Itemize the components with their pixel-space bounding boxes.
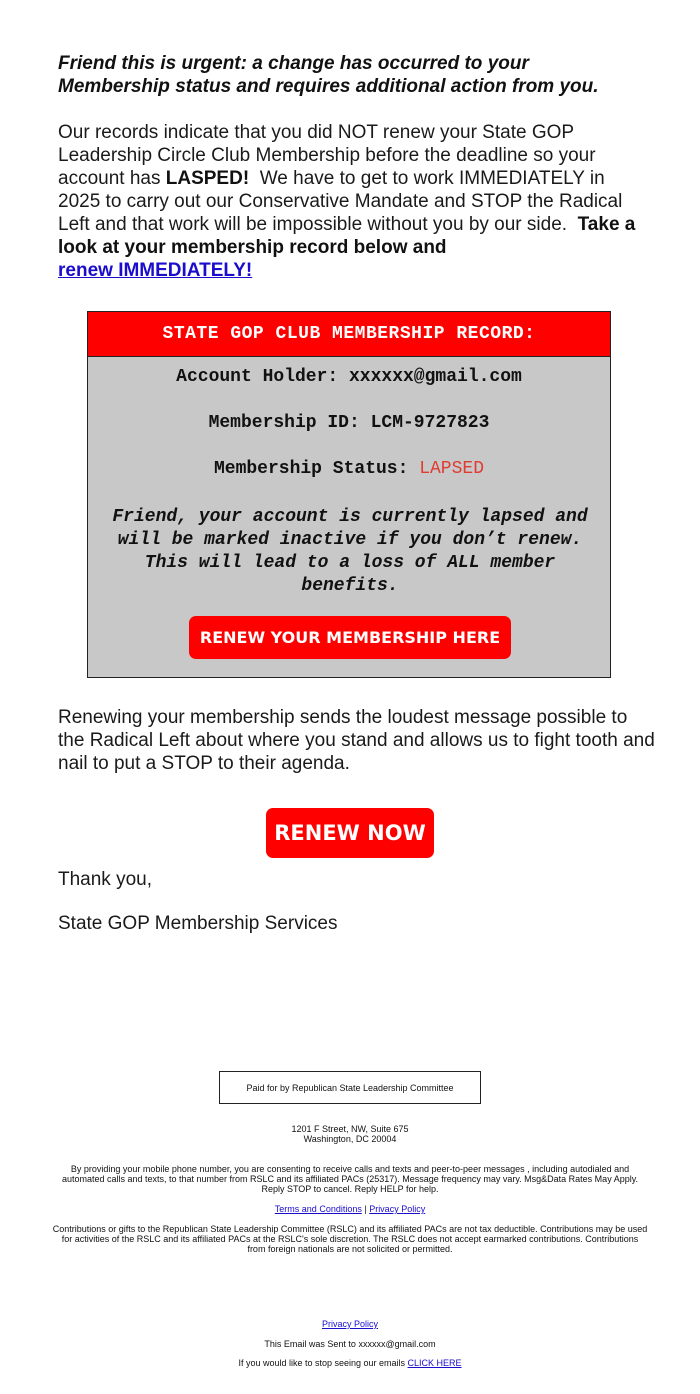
renewing-paragraph: Renewing your membership sends the loudest message possible to the Radical Left about where you stand and allows us to fight tooth and nail to put a STOP to their agenda. xyxy=(58,707,655,774)
membership-record-box xyxy=(87,311,611,678)
status-value: LAPSED xyxy=(419,459,485,479)
paid-for-box: Paid for by Republican State Leadership Committee xyxy=(219,1071,481,1104)
footer-links xyxy=(50,1204,650,1214)
unsubscribe-link[interactable]: CLICK HERE xyxy=(407,1358,462,1368)
urgent-line-2: Membership status and requires additional action from you. xyxy=(58,76,599,97)
lasped-emphasis: LASPED! xyxy=(165,168,250,189)
account-holder: Account Holder: xxxxxx@gmail.com xyxy=(176,367,522,387)
contributions-disclaimer: Contributions or gifts to the Republican State Leadership Committee (RSLC) and its affiliated PACs are not tax deductible. Contributions may be used for activities of the RSLC and its affiliated PACs at the RSLC's sole discretion. The RSLC does not accept earmarked contributions. Contributions from foreign nationals are not solicited or permitted. xyxy=(52,1224,648,1254)
membership-status xyxy=(88,459,610,479)
privacy-policy-row xyxy=(50,1319,650,1329)
membership-id: Membership ID: LCM-9727823 xyxy=(208,413,490,433)
intro-text-1: Our records indicate that you did NOT renew your State GOP Leadership Circle Club Membership before the deadline so your account has xyxy=(58,122,596,189)
record-header: STATE GOP CLUB MEMBERSHIP RECORD: xyxy=(88,312,610,357)
renew-immediately-link[interactable]: renew IMMEDIATELY! xyxy=(58,260,253,281)
urgent-line-1: Friend this is urgent: a change has occurred to your xyxy=(58,53,529,74)
terms-link[interactable]: Terms and Conditions xyxy=(274,1204,362,1214)
address-line-2: Washington, DC 20004 xyxy=(303,1134,397,1144)
thanks-text: Thank you, xyxy=(58,869,152,890)
address xyxy=(50,1124,650,1144)
renew-now-button[interactable]: RENEW NOW xyxy=(266,808,434,858)
sms-disclaimer: By providing your mobile phone number, you are consenting to receive calls and texts and peer-to-peer messages , including autodialed and automated calls and texts, to that number from RSLC and its affiliated PACs (25317). Message frequency may vary. Msg&Data Rates May Apply. Reply STOP to cancel. Reply HELP for help. xyxy=(61,1164,639,1194)
intro-text-2: We have to get to work IMMEDIATELY in 2025 to carry out our Conservative Mandate and STOP the Radical Left and that work will be impossible without you by our side. xyxy=(58,168,628,235)
address-line-1: 1201 F Street, NW, Suite 675 xyxy=(291,1124,409,1134)
signature: State GOP Membership Services xyxy=(58,913,338,934)
intro-paragraph xyxy=(58,121,648,282)
renew-membership-button[interactable]: RENEW YOUR MEMBERSHIP HERE xyxy=(189,616,511,659)
unsubscribe-text: If you would like to stop seeing our emails xyxy=(238,1358,408,1368)
intro-bold-text: Take a look at your membership record below and xyxy=(58,214,636,258)
link-separator: | xyxy=(361,1204,370,1214)
privacy-link[interactable]: Privacy Policy xyxy=(369,1204,426,1214)
urgent-heading xyxy=(58,52,658,98)
status-label: Membership Status: xyxy=(213,459,420,479)
lapsed-warning: Friend, your account is currently lapsed and will be marked inactive if you don’t renew. This will lead to a loss of ALL member benefits. xyxy=(112,507,588,596)
sent-to: This Email was Sent to xxxxxx@gmail.com xyxy=(264,1339,436,1349)
unsubscribe-row xyxy=(50,1358,650,1368)
privacy-link-2[interactable]: Privacy Policy xyxy=(321,1319,378,1329)
